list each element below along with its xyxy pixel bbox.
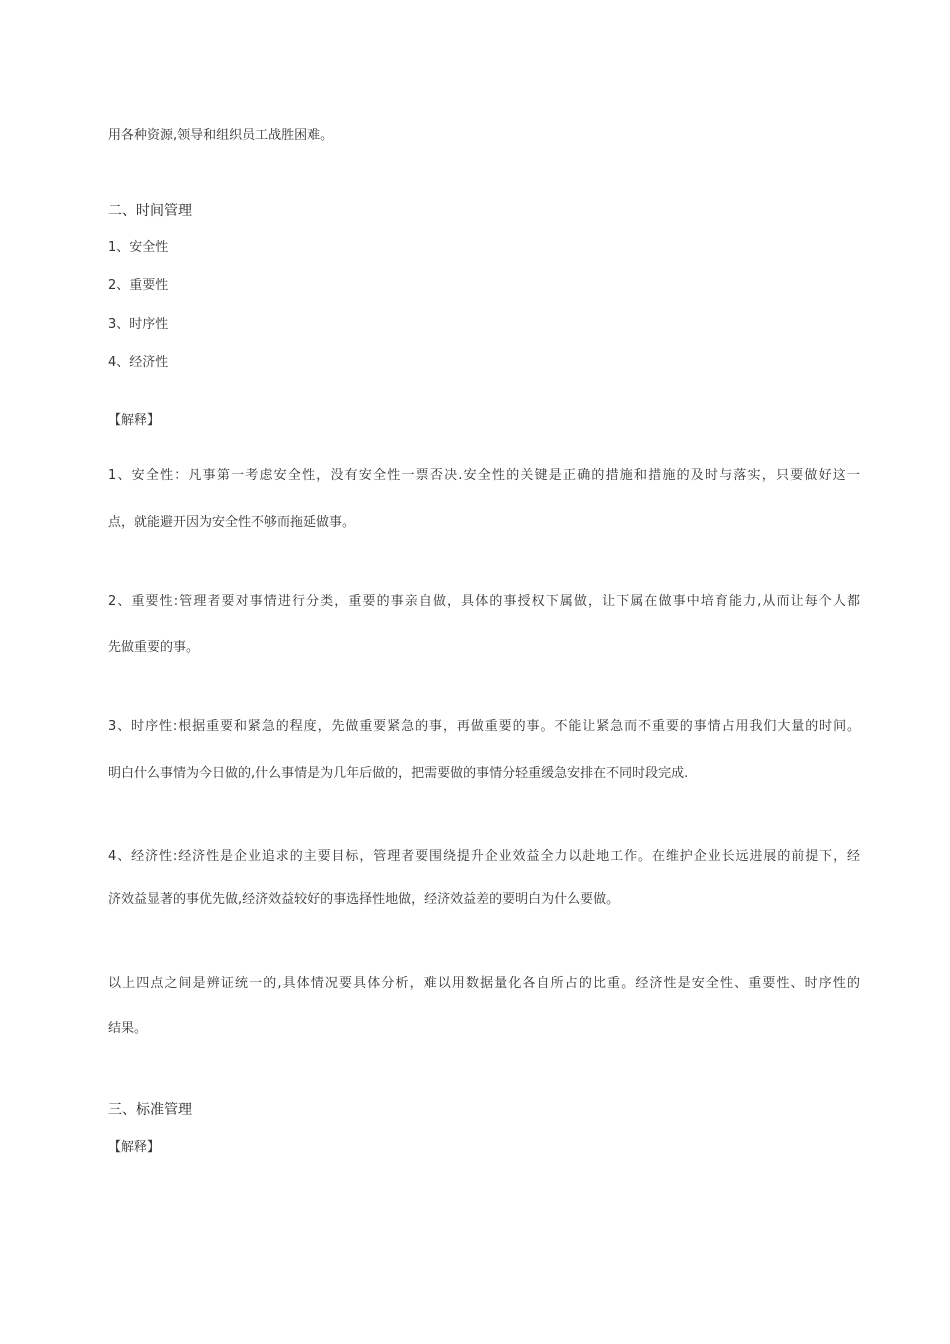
paragraph-economy-line1: 4、经济性:经济性是企业追求的主要目标，管理者要围绕提升企业效益全力以赴地工作。在维护企业长远进展的前提下，经 [108,849,860,864]
paragraph-sequence-line2: 明白什么事情为今日做的,什么事情是为几年后做的，把需要做的事情分轻重缓急安排在不同时段完成. [108,766,689,781]
section-heading-standard-management: 三、标准管理 [108,1102,192,1118]
paragraph-sequence-line1: 3、时序性:根据重要和紧急的程度，先做重要紧急的事，再做重要的事。不能让紧急而不重要的事情占用我们大量的时间。 [108,719,860,734]
paragraph-economy-line2: 济效益显著的事优先做,经济效益较好的事选择性地做，经济效益差的要明白为什么要做。 [108,892,620,907]
paragraph-summary-line1: 以上四点之间是辨证统一的,具体情况要具体分析，难以用数据量化各自所占的比重。经济性是安全性、重要性、时序性的 [108,976,860,991]
section-heading-time-management: 二、时间管理 [108,203,192,219]
list-item: 3、时序性 [108,317,169,332]
list-item: 4、经济性 [108,355,169,370]
explanation-label: 【解释】 [108,1140,161,1155]
paragraph-summary-line2: 结果。 [108,1021,148,1036]
paragraph-importance-line1: 2、重要性:管理者要对事情进行分类，重要的事亲自做，具体的事授权下属做，让下属在做事中培育能力,从而让每个人都 [108,594,860,609]
explanation-label: 【解释】 [108,413,161,428]
paragraph-importance-line2: 先做重要的事。 [108,640,200,655]
list-item: 1、安全性 [108,240,169,255]
intro-tail-text: 用各种资源,领导和组织员工战胜困难。 [108,128,334,143]
paragraph-safety-line2: 点，就能避开因为安全性不够而拖延做事。 [108,515,356,530]
list-item: 2、重要性 [108,278,169,293]
paragraph-safety-line1: 1、安全性：凡事第一考虑安全性，没有安全性一票否决.安全性的关键是正确的措施和措施的及时与落实，只要做好这一 [108,468,860,483]
